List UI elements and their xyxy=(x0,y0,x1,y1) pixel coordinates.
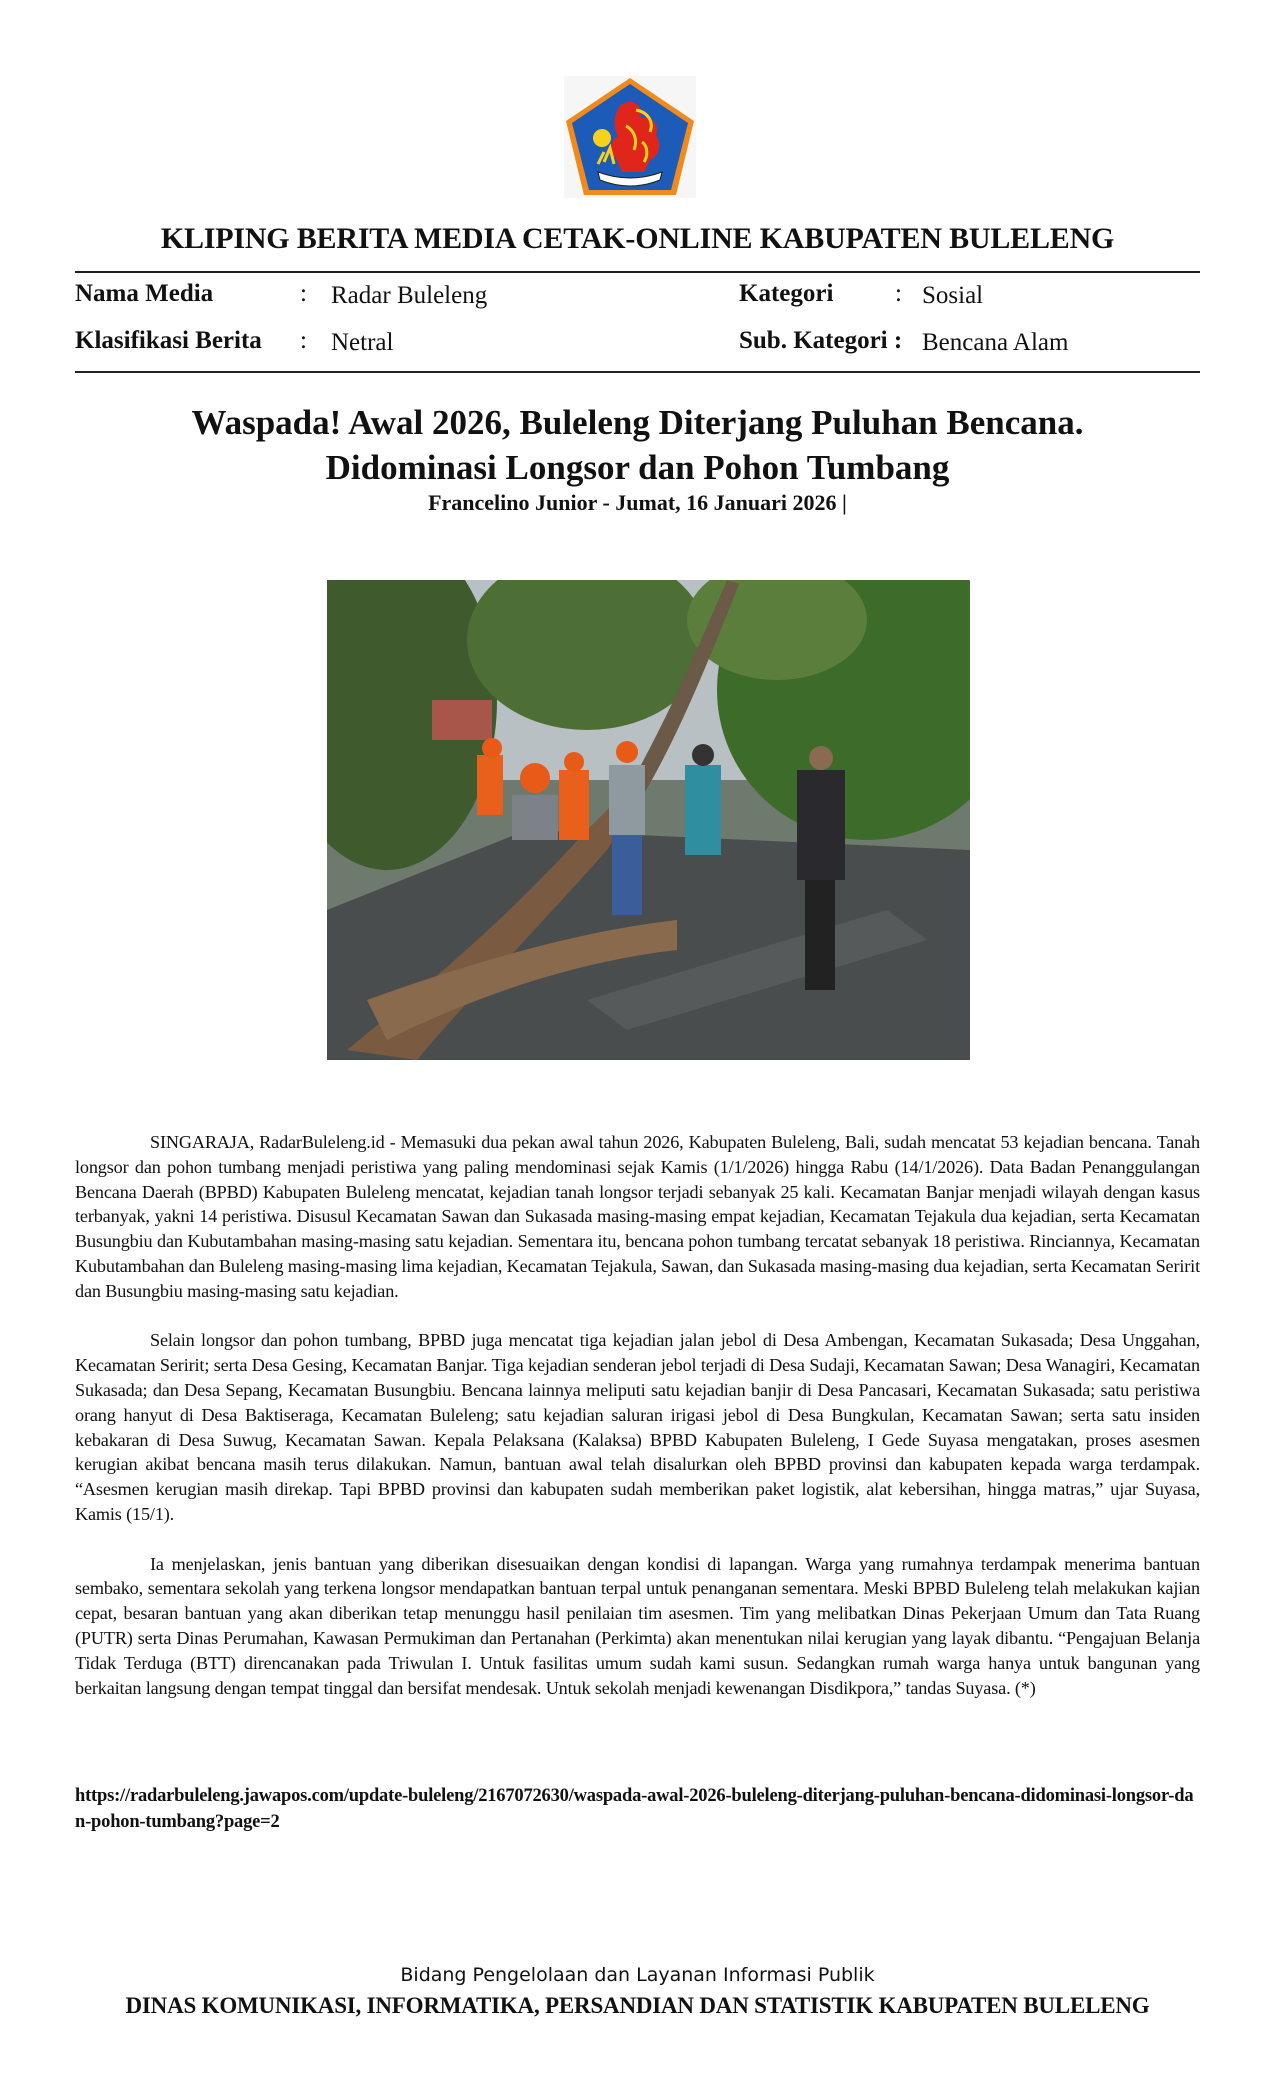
nama-media-value: Radar Buleleng xyxy=(331,282,488,309)
headline-line-1: Waspada! Awal 2026, Buleleng Diterjang Puluhan Bencana. xyxy=(191,403,1084,442)
headline-line-2: Didominasi Longsor dan Pohon Tumbang xyxy=(325,448,950,487)
kategori-label: Kategori xyxy=(739,280,834,307)
source-url-link[interactable]: https://radarbuleleng.jawapos.com/update-buleleng/2167072630/waspada-awal-2026-buleleng-diterjang-puluhan-bencana-didominasi-longsor-dan-pohon-tumbang?page=2 xyxy=(75,1786,1194,1832)
nama-media-label: Nama Media xyxy=(75,280,214,307)
buleleng-regency-logo xyxy=(564,76,696,198)
article-paragraph: Selain longsor dan pohon tumbang, BPBD juga mencatat tiga kejadian jalan jebol di Desa Ambengan, Kecamatan Sukasada; Desa Unggahan, Kecamatan Seririt; serta Desa Gesing, Kecamatan Banjar. Tiga kejadian senderan jebol terjadi di Desa Sudaji, Kecamatan Sawan; Desa Wanagiri, Kecamatan Sukasada; dan Desa Sepang, Kecamatan Busungbiu. Bencana lainnya meliputi satu kejadian banjir di Desa Pancasari, Kecamatan Sukasada; satu peristiwa orang hanyut di Desa Baktiseraga, Kecamatan Buleleng; satu kejadian saluran irigasi jebol di Desa Bungkulan, Kecamatan Sawan; serta satu insiden kebakaran di Desa Suwug, Kecamatan Sawan. Kepala Pelaksana (Kalaksa) BPBD Kabupaten Buleleng, I Gede Suyasa mengatakan, proses asesmen kerugian akibat bencana masih terus dilakukan. Namun, bantuan awal telah disalurkan oleh BPBD provinsi dan kabupaten kepada warga terdampak. “Asesmen kerugian masih direkap. Tapi BPBD provinsi dan kabupaten sudah memberikan paket logistik, alat kebersihan, hingga matras,” ujar Suyasa, Kamis (15/1). xyxy=(75,1330,1200,1524)
colon: : xyxy=(300,327,307,354)
document-title: KLIPING BERITA MEDIA CETAK-ONLINE KABUPATEN BULELENG xyxy=(160,222,1115,255)
article-byline: Francelino Junior - Jumat, 16 Januari 2026 | xyxy=(428,490,847,515)
sub-kategori-value: Bencana Alam xyxy=(922,329,1069,356)
divider xyxy=(75,271,1200,273)
footer-unit: Bidang Pengelolaan dan Layanan Informasi Publik xyxy=(400,1964,875,1986)
divider xyxy=(75,371,1200,373)
colon: : xyxy=(895,280,902,307)
klasifikasi-value: Netral xyxy=(331,329,394,356)
article-paragraph: SINGARAJA, RadarBuleleng.id - Memasuki dua pekan awal tahun 2026, Kabupaten Buleleng, Bali, sudah mencatat 53 kejadian bencana. Tanah longsor dan pohon tumbang menjadi peristiwa yang paling mendominasi sejak Kamis (1/1/2026) hingga Rabu (14/1/2026). Data Badan Penanggulangan Bencana Daerah (BPBD) Kabupaten Buleleng mencatat, kejadian tanah longsor terjadi sebanyak 25 kali. Kecamatan Banjar menjadi wilayah dengan kasus terbanyak, yakni 14 peristiwa. Disusul Kecamatan Sawan dan Sukasada masing-masing empat kejadian, Kecamatan Tejakula dua kejadian, serta Kecamatan Busungbiu dan Kubutambahan masing-masing satu kejadian. Sementara itu, bencana pohon tumbang tercatat sebanyak 18 peristiwa. Rinciannya, Kecamatan Kubutambahan dan Buleleng masing-masing lima kejadian, Kecamatan Tejakula, Sawan, dan Sukasada masing-masing dua kejadian, serta Kecamatan Seririt dan Busungbiu masing-masing satu kejadian. xyxy=(75,1132,1200,1301)
article-photo xyxy=(327,580,970,1060)
article-headline xyxy=(0,400,1275,490)
sub-kategori-label: Sub. Kategori : xyxy=(739,327,903,354)
kategori-value: Sosial xyxy=(922,282,984,309)
article-paragraph: Ia menjelaskan, jenis bantuan yang diberikan disesuaikan dengan kondisi di lapangan. Warga yang rumahnya terdampak menerima bantuan sembako, sementara sekolah yang terkena longsor mendapatkan bantuan terpal untuk penanganan sementara. Meski BPBD Buleleng telah melakukan kajian cepat, besaran bantuan yang akan diberikan tetap menunggu hasil penilaian tim asesmen. Tim yang melibatkan Dinas Pekerjaan Umum dan Tata Ruang (PUTR) serta Dinas Perumahan, Kawasan Permukiman dan Pertanahan (Perkimta) akan menentukan nilai kerugian yang layak dibantu. “Pengajuan Belanja Tidak Terduga (BTT) direncanakan pada Triwulan I. Untuk fasilitas umum sudah kami susun. Sedangkan rumah warga hanya untuk bangunan yang berkaitan langsung dengan tempat tinggal dan bersifat mendesak. Untuk sekolah menjadi kewenangan Disdikpora,” tandas Suyasa. (*) xyxy=(75,1553,1200,1698)
article-body xyxy=(75,1130,1200,1725)
footer-office: DINAS KOMUNIKASI, INFORMATIKA, PERSANDIAN DAN STATISTIK KABUPATEN BULELENG xyxy=(125,1993,1150,2018)
colon: : xyxy=(300,280,307,307)
klasifikasi-label: Klasifikasi Berita xyxy=(75,327,262,354)
